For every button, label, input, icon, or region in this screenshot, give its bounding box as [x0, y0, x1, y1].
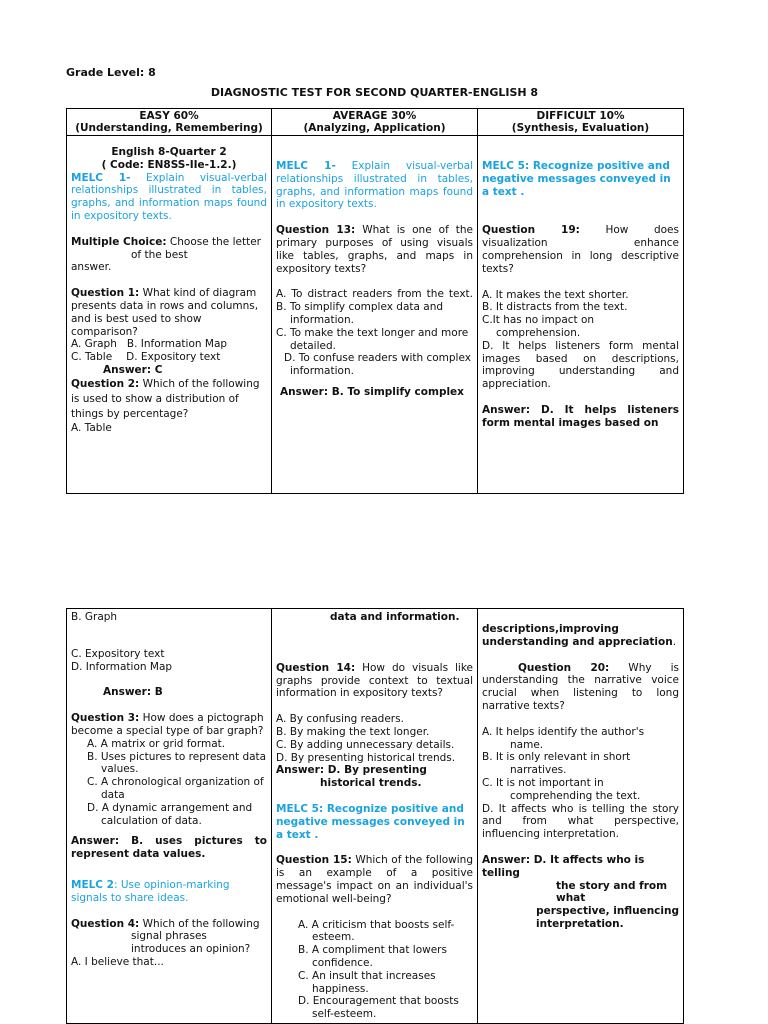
question-1: Question 1: What kind of diagram presents data in rows and columns, and is best used to show comparison? [71, 287, 259, 338]
question-3: Question 3: How does a pictograph become a special type of bar graph? [71, 712, 264, 737]
q20-option-d: D. It affects who is telling the story and from what perspective, influencing interpretation. [482, 802, 679, 841]
question-20: Question 20: Why is understanding the narrative voice crucial when listening to long narrative texts? [482, 661, 679, 712]
list-item: B. Uses pictures to represent data values. [87, 750, 267, 776]
test-table-page-2 [66, 608, 684, 1024]
q1-answer: Answer: C [103, 363, 163, 376]
test-table-page-1 [66, 108, 684, 494]
easy-cell: B. Graph C. Expository text D. Information Map Answer: B Question 3: How does a pictograph become a special type of bar graph? A. A matrix or grid format. B. Uses pictures to represent data values. C. A chronological organization of data D. A dynamic arrangement and calculation of data. Answer: B. uses pictures to represent data values. MELC 2: Use opinion-marking signals to share ideas. Question 4: Which of the following signal phrases introduces an opinion? A. I believe that... [67, 609, 272, 1024]
course-code: ( Code: EN8SS-IIe-1.2.) [101, 158, 237, 171]
q14-option-a: A. By confusing readers. [276, 713, 404, 726]
difficult-cell: descriptions,improving understanding and appreciation. Question 20: Why is understanding the narrative voice crucial when listening to long narrative texts? A. It helps identify the author's name. B. It is only relevant in short narratives. C. It is not important in comprehending the text. D. It affects who is telling the story and from what perspective, influencing interpretation. Answer: D. It affects who is telling the story and from what perspective, influencing interpretation. [478, 609, 684, 1024]
q13-option-a: A. To distract readers from the text. B. To simplify complex data and [276, 288, 473, 314]
list-item: A. A criticism that boosts self-esteem. [298, 918, 455, 944]
question-2: Question 2: Which of the following is used to show a distribution of things by percentage? [71, 377, 260, 420]
average-cell: MELC 1- Explain visual-verbal relationships illustrated in tables, graphs, and information maps found in expository texts. Question 13: What is one of the primary purposes of using visuals like tables, graphs, and maps in expository texts? A. To distract readers from the text. B. To simplify complex data and information. C. To make the text longer and more detailed. D. To confuse readers with complex information. Answer: B. To simplify complex [272, 136, 478, 494]
melc-1: MELC 1- Explain visual-verbal relationships illustrated in tables, graphs, and information maps found in expository texts. [276, 160, 473, 211]
q2-option-b: B. Graph [71, 611, 118, 623]
list-item: B. A compliment that lowers confidence. [298, 944, 447, 969]
q1-option-c: C. Table [71, 351, 113, 364]
header-average: AVERAGE 30% (Analyzing, Application) [272, 109, 478, 136]
q1-option-d: D. Expository text [126, 351, 221, 364]
q4-option-a: A. I believe that... [71, 955, 164, 968]
question-19: Question 19: How does visualization enhance comprehension in long descriptive texts? [482, 224, 679, 275]
q19-answer: Answer: D. It helps listeners form mental images based on [482, 403, 679, 429]
q1-option-b: B. Information Map [126, 338, 228, 351]
q2-option-d: D. Information Map [71, 660, 173, 673]
multiple-choice-instruction: Multiple Choice: Choose the letter [71, 235, 261, 248]
q19-option-d: D. It helps listeners form mental images based on descriptions, improving understanding and appreciation. [482, 339, 679, 391]
q14-answer: Answer: D. By presenting [276, 764, 427, 777]
table-row [67, 609, 684, 1024]
header-easy: EASY 60% (Understanding, Remembering) [67, 109, 272, 136]
q19-answer-cont: descriptions,improving understanding and appreciation. [482, 623, 677, 648]
q19-option-b: B. It distracts from the text. [482, 301, 628, 314]
question-14: Question 14: How do visuals like graphs provide context to textual information in expository texts? [276, 661, 473, 700]
list-item: C. A chronological organization of data [87, 776, 264, 801]
q2-option-c: C. Expository text [71, 647, 165, 660]
list-item: D. Encouragement that boosts self-esteem. [298, 995, 459, 1021]
q13-option-d: D. To confuse readers with complex [284, 352, 471, 365]
table-row [67, 136, 684, 494]
q19-option-a: A. It makes the text shorter. [482, 288, 629, 301]
list-item: D. A dynamic arrangement and calculation of data. [87, 801, 253, 827]
q3-options [71, 738, 267, 828]
easy-cell: English 8-Quarter 2 ( Code: EN8SS-IIe-1.2.) MELC 1- Explain visual-verbal relationships illustrated in tables, graphs, and information maps found in expository texts. Multiple Choice: Choose the letter of the best answer. Question 1: What kind of diagram presents data in rows and columns, and is best used to show comparison? A. Graph B. Information Map C. Table D. Expository text Answer: C Question 2: Which of the following is used to show a distribution of things by percentage? A. Table [67, 136, 272, 494]
melc-2: MELC 2: Use opinion-marking signals to share ideas. [71, 878, 230, 904]
q1-option-a: A. Graph [71, 338, 117, 351]
melc-5: MELC 5: Recognize positive and negative messages conveyed in a text . [482, 160, 671, 198]
difficult-cell: MELC 5: Recognize positive and negative messages conveyed in a text . Question 19: How does visualization enhance comprehension in long descriptive texts? A. It makes the text shorter. B. It distracts from the text. C.It has no impact on comprehension. D. It helps listeners form mental images based on descriptions, improving understanding and appreciation. Answer: D. It helps listeners form mental images based on [478, 136, 684, 494]
question-4: Question 4: Which of the following [71, 917, 260, 930]
melc-1: MELC 1- Explain visual-verbal relationships illustrated in tables, graphs, and information maps found in expository texts. [71, 171, 267, 222]
q2-option-a: A. Table [71, 421, 112, 434]
page-title: DIAGNOSTIC TEST FOR SECOND QUARTER-ENGLISH 8 [210, 86, 539, 99]
q13-answer: Answer: B. To simplify complex [280, 385, 464, 398]
list-item: A. A matrix or grid format. [87, 737, 226, 750]
q20-option-c: C. It is not important in [482, 776, 604, 789]
average-cell: data and information. Question 14: How do visuals like graphs provide context to textual information in expository texts? A. By confusing readers. B. By making the text longer. C. By adding unnecessary details. D. By presenting historical trends. Answer: D. By presenting historical trends. MELC 5: Recognize positive and negative messages conveyed in a text . Question 15: Which of the following is an example of a positive message's impact on an individual's emotional well-being? A. A criticism that boosts self-esteem. B. A compliment that lowers confidence. C. An insult that increases happiness. D. Encouragement that boosts self-esteem. [272, 609, 478, 1024]
q2-answer: Answer: B [103, 686, 163, 699]
q20-option-b: B. It is only relevant in short [482, 751, 631, 764]
list-item: C. An insult that increases happiness. [298, 969, 436, 995]
q13-option-b-cont: information. [290, 313, 354, 326]
question-13: Question 13: What is one of the primary purposes of using visuals like tables, graphs, and maps in expository texts? [276, 224, 474, 275]
course-title: English 8-Quarter 2 [111, 146, 227, 158]
q13-option-c: C. To make the text longer and more [276, 326, 469, 339]
q14-option-d: D. By presenting historical trends. [276, 751, 456, 764]
q14-option-b: B. By making the text longer. [276, 725, 430, 738]
q3-answer: Answer: B. uses pictures to represent data values. [71, 835, 267, 861]
q20-answer: Answer: D. It affects who is telling [482, 853, 645, 879]
melc-5: MELC 5: Recognize positive and negative messages conveyed in a text . [276, 802, 465, 841]
q19-option-c: C.It has no impact on [482, 314, 595, 327]
table-header-row [67, 109, 684, 136]
q15-options [276, 919, 473, 1021]
grade-level: Grade Level: 8 [66, 66, 156, 79]
question-15: Question 15: Which of the following is an example of a positive message's impact on an individual's emotional well-being? [276, 854, 473, 905]
q14-option-c: C. By adding unnecessary details. [276, 738, 455, 751]
header-difficult: DIFFICULT 10% (Synthesis, Evaluation) [478, 109, 684, 136]
q13-answer-cont: data and information. [330, 611, 460, 623]
q20-option-a: A. It helps identify the author's [482, 725, 645, 738]
